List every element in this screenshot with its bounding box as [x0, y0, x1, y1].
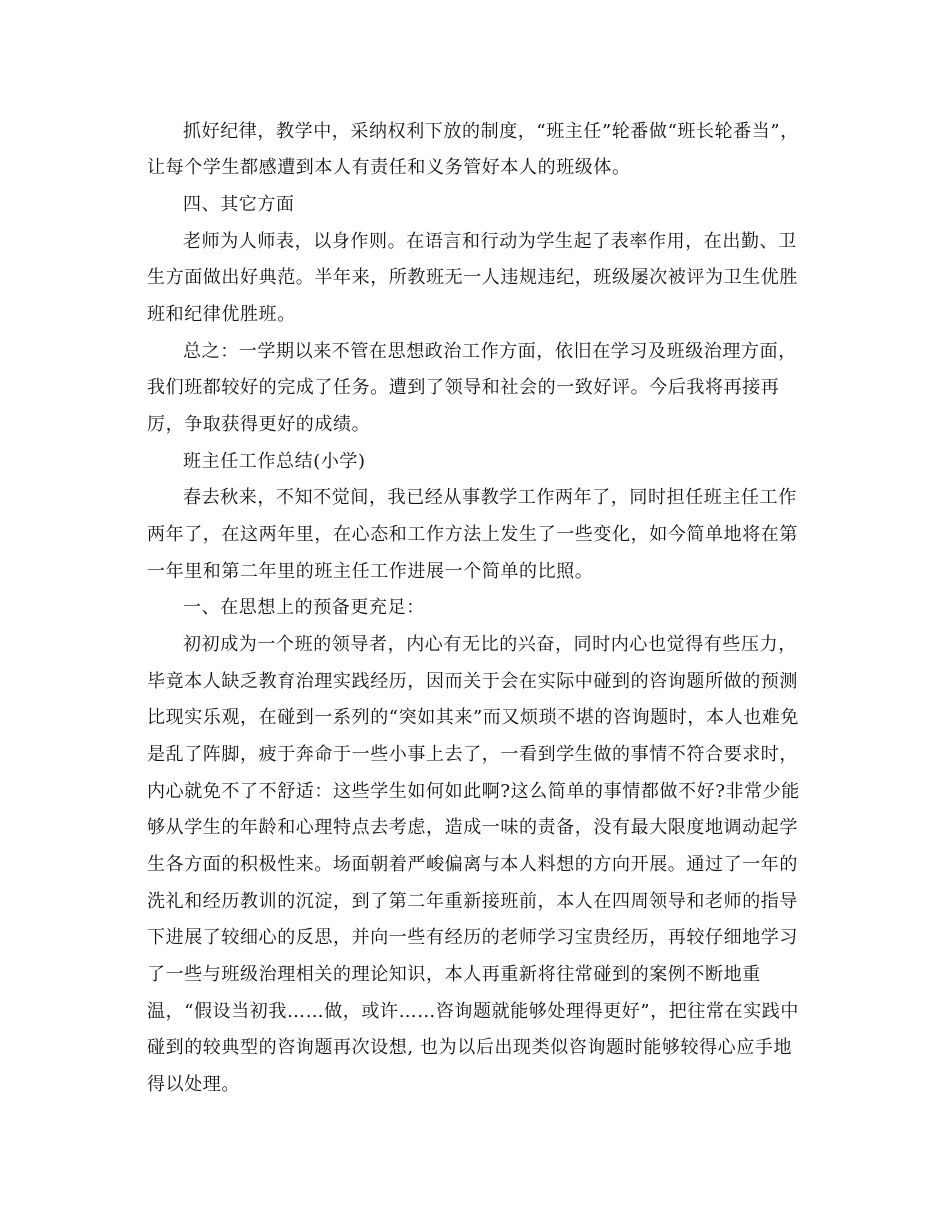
text-line: 生方面做出好典范。半年来，所教班无一人违规违纪，班级屡次被评为卫生优胜 — [147, 267, 798, 288]
text-line: 两年了，在这两年里，在心态和工作方法上发生了一些变化，如今简单地将在第 — [147, 524, 798, 545]
text-line: 比现实乐观，在碰到一系列的“突如其来”而又烦琐不堪的咨询题时，本人也难免 — [147, 707, 800, 728]
text-line: 碰到的较典型的咨询题再次设想, 也为以后出现类似咨询题时能够较得心应手地 — [147, 1037, 793, 1058]
text-line: 抓好纪律，教学中，采纳权利下放的制度，“班主任”轮番做“班长轮番当”， — [183, 121, 799, 142]
text-line: 一年里和第二年里的班主任工作进展一个简单的比照。 — [147, 561, 594, 582]
text-line: 得以处理。 — [147, 1074, 240, 1095]
text-line: 生各方面的积极性来。场面朝着严峻偏离与本人料想的方向开展。通过了一年的 — [147, 854, 798, 875]
text-line: 厉，争取获得更好的成绩。 — [147, 414, 371, 435]
text-line: 春去秋来，不知不觉间，我已经从事教学工作两年了，同时担任班主任工作 — [183, 487, 797, 508]
section-heading: 四、其它方面 — [183, 194, 295, 215]
text-line: 毕竟本人缺乏教育治理实践经历，因而关于会在实际中碰到的咨询题所做的预测 — [147, 671, 798, 692]
text-line: 温，“假设当初我……做，或许……咨询题就能够处理得更好”，把往常在实践中 — [147, 1001, 800, 1022]
text-line: 我们班都较好的完成了任务。遭到了领导和社会的一致好评。今后我将再接再 — [147, 377, 780, 398]
section-heading: 一、在思想上的预备更充足： — [183, 597, 425, 618]
text-line: 内心就免不了不舒适：这些学生如何如此啊?这么简单的事情都做不好?非常少能 — [147, 781, 800, 802]
text-line: 了一些与班级治理相关的理论知识，本人再重新将往常碰到的案例不断地重 — [147, 964, 761, 985]
text-line: 老师为人师表，以身作则。在语言和行动为学生起了表率作用，在出勤、卫 — [183, 231, 797, 252]
text-line: 初初成为一个班的领导者，内心有无比的兴奋，同时内心也觉得有些压力， — [183, 634, 797, 655]
text-line: 让每个学生都感遭到本人有责任和义务管好本人的班级体。 — [147, 157, 631, 178]
text-line: 班和纪律优胜班。 — [147, 304, 296, 325]
document-subtitle: 班主任工作总结(小学) — [183, 451, 366, 472]
text-line: 下进展了较细心的反思，并向一些有经历的老师学习宝贵经历，再较仔细地学习 — [147, 927, 798, 948]
text-line: 洗礼和经历教训的沉淀，到了第二年重新接班前，本人在四周领导和老师的指导 — [147, 891, 798, 912]
text-line: 够从学生的年龄和心理特点去考虑，造成一味的责备，没有最大限度地调动起学 — [147, 817, 798, 838]
text-line: 是乱了阵脚，疲于奔命于一些小事上去了，一看到学生做的事情不符合要求时， — [147, 744, 798, 765]
text-line: 总之：一学期以来不管在思想政治工作方面，依旧在学习及班级治理方面， — [183, 341, 797, 362]
